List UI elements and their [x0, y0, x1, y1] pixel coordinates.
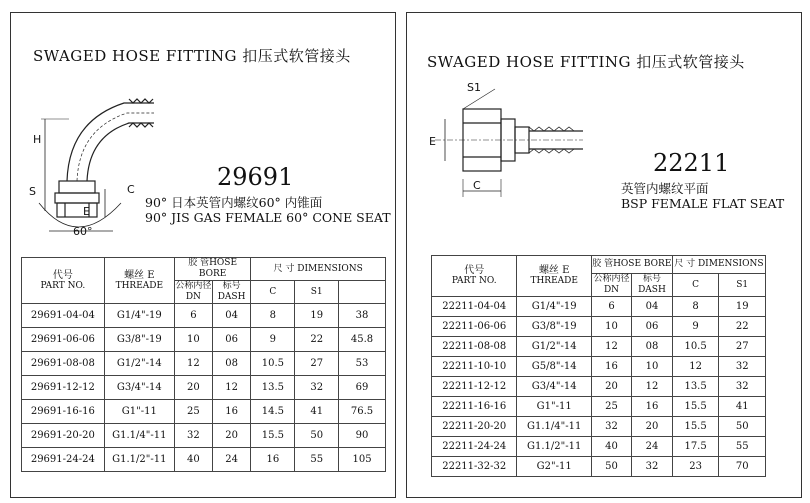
table-row — [432, 337, 766, 357]
cell-dash: 20 — [632, 417, 673, 437]
cell-s1: 32 — [719, 377, 766, 397]
cell-dn: 6 — [174, 304, 212, 328]
dim-label-s1: S1 — [467, 81, 481, 94]
cell-c: 23 — [672, 457, 719, 477]
right-desc-cn: 英管内螺纹平面 — [621, 181, 709, 196]
header-dimensions: 尺 寸 DIMENSIONS — [672, 256, 765, 274]
cell-s1: 22 — [719, 317, 766, 337]
cell-dash: 08 — [212, 352, 251, 376]
elbow-fitting-drawing — [29, 81, 159, 241]
cell-part-no: 22211-32-32 — [432, 457, 517, 477]
cell-dash: 12 — [212, 376, 251, 400]
cell-dash: 06 — [632, 317, 673, 337]
cell-thread: G1.1/4"-11 — [104, 424, 174, 448]
cell-thread: G3/4"-14 — [517, 377, 591, 397]
cell-s1: 32 — [719, 357, 766, 377]
cell-thread: G1.1/2"-11 — [517, 437, 591, 457]
cell-h: 76.5 — [339, 400, 386, 424]
cell-part-no: 29691-04-04 — [22, 304, 105, 328]
cell-dash: 04 — [212, 304, 251, 328]
cell-s1: 27 — [719, 337, 766, 357]
header-s1: S1 — [295, 281, 339, 304]
cell-s1: 32 — [295, 376, 339, 400]
cell-thread: G1/4"-19 — [104, 304, 174, 328]
header-hose-bore: 胶 管HOSE BORE — [591, 256, 672, 274]
right-desc-en: BSP FEMALE FLAT SEAT — [621, 196, 785, 211]
cell-thread: G5/8"-14 — [517, 357, 591, 377]
dim-label-angle: 60° — [73, 225, 93, 238]
cell-thread: G3/8"-19 — [517, 317, 591, 337]
header-dn: 公称内径 DN — [591, 274, 631, 297]
cell-part-no: 22211-20-20 — [432, 417, 517, 437]
cell-thread: G1/2"-14 — [104, 352, 174, 376]
cell-part-no: 22211-08-08 — [432, 337, 517, 357]
cell-s1: 27 — [295, 352, 339, 376]
cell-c: 9 — [672, 317, 719, 337]
cell-dash: 24 — [212, 448, 251, 472]
cell-thread: G3/8"-19 — [104, 328, 174, 352]
cell-dash: 16 — [212, 400, 251, 424]
cell-c: 15.5 — [251, 424, 295, 448]
left-panel — [10, 12, 396, 498]
table-row — [432, 297, 766, 317]
right-title: SWAGED HOSE FITTING 扣压式软管接头 — [427, 53, 745, 71]
cell-part-no: 29691-24-24 — [22, 448, 105, 472]
cell-part-no: 22211-16-16 — [432, 397, 517, 417]
dim-label-e: E — [429, 135, 436, 148]
header-h — [339, 281, 386, 304]
header-s1: S1 — [719, 274, 766, 297]
header-thread: 螺丝 E THREADE — [517, 256, 591, 297]
header-thread: 螺丝 E THREADE — [104, 258, 174, 304]
cell-c: 15.5 — [672, 417, 719, 437]
cell-h: 45.8 — [339, 328, 386, 352]
cell-dn: 10 — [591, 317, 631, 337]
cell-c: 10.5 — [251, 352, 295, 376]
cell-dn: 20 — [174, 376, 212, 400]
cell-dash: 20 — [212, 424, 251, 448]
cell-h: 53 — [339, 352, 386, 376]
header-hose-bore: 胶 管HOSE BORE — [174, 258, 250, 281]
cell-thread: G1"-11 — [517, 397, 591, 417]
cell-s1: 50 — [719, 417, 766, 437]
cell-thread: G1"-11 — [104, 400, 174, 424]
header-part-no: 代号 PART NO. — [22, 258, 105, 304]
right-part-number: 22211 — [653, 149, 730, 177]
cell-dn: 16 — [591, 357, 631, 377]
cell-dn: 12 — [174, 352, 212, 376]
cell-h: 90 — [339, 424, 386, 448]
cell-s1: 70 — [719, 457, 766, 477]
cell-s1: 50 — [295, 424, 339, 448]
cell-part-no: 22211-06-06 — [432, 317, 517, 337]
cell-s1: 41 — [719, 397, 766, 417]
cell-dn: 12 — [591, 337, 631, 357]
cell-part-no: 29691-08-08 — [22, 352, 105, 376]
cell-part-no: 29691-06-06 — [22, 328, 105, 352]
cell-dn: 25 — [174, 400, 212, 424]
table-row — [432, 317, 766, 337]
cell-c: 8 — [672, 297, 719, 317]
cell-dn: 32 — [174, 424, 212, 448]
table-row — [432, 377, 766, 397]
cell-s1: 41 — [295, 400, 339, 424]
cell-dn: 25 — [591, 397, 631, 417]
cell-h: 69 — [339, 376, 386, 400]
header-dash: 标号 DASH — [632, 274, 673, 297]
table-row — [22, 352, 386, 376]
cell-dash: 12 — [632, 377, 673, 397]
cell-thread: G1.1/2"-11 — [104, 448, 174, 472]
left-part-number: 29691 — [217, 163, 294, 191]
cell-dash: 08 — [632, 337, 673, 357]
left-desc-en: 90° JIS GAS FEMALE 60° CONE SEAT — [145, 210, 391, 225]
cell-thread: G2"-11 — [517, 457, 591, 477]
cell-dn: 20 — [591, 377, 631, 397]
cell-dash: 10 — [632, 357, 673, 377]
table-row — [22, 448, 386, 472]
dim-label-c: C — [127, 183, 135, 196]
cell-thread: G3/4"-14 — [104, 376, 174, 400]
cell-c: 9 — [251, 328, 295, 352]
cell-dn: 32 — [591, 417, 631, 437]
cell-s1: 22 — [295, 328, 339, 352]
cell-part-no: 29691-20-20 — [22, 424, 105, 448]
left-spec-table — [21, 257, 386, 472]
cell-dn: 10 — [174, 328, 212, 352]
table-row — [22, 304, 386, 328]
right-spec-table — [431, 255, 766, 477]
table-row — [22, 424, 386, 448]
cell-part-no: 22211-04-04 — [432, 297, 517, 317]
table-row — [22, 328, 386, 352]
cell-c: 12 — [672, 357, 719, 377]
table-row — [432, 397, 766, 417]
header-c: C — [672, 274, 719, 297]
cell-thread: G1.1/4"-11 — [517, 417, 591, 437]
table-row — [432, 417, 766, 437]
cell-dash: 04 — [632, 297, 673, 317]
cell-dn: 40 — [591, 437, 631, 457]
table-row — [432, 457, 766, 477]
cell-c: 8 — [251, 304, 295, 328]
cell-c: 16 — [251, 448, 295, 472]
cell-dash: 06 — [212, 328, 251, 352]
cell-part-no: 22211-10-10 — [432, 357, 517, 377]
header-dash: 标号 DASH — [212, 281, 251, 304]
header-part-no: 代号 PART NO. — [432, 256, 517, 297]
cell-s1: 55 — [295, 448, 339, 472]
cell-dn: 6 — [591, 297, 631, 317]
right-panel — [406, 12, 802, 498]
cell-c: 17.5 — [672, 437, 719, 457]
cell-c: 10.5 — [672, 337, 719, 357]
cell-dash: 24 — [632, 437, 673, 457]
cell-dash: 16 — [632, 397, 673, 417]
cell-h: 105 — [339, 448, 386, 472]
cell-c: 15.5 — [672, 397, 719, 417]
straight-fitting-drawing — [425, 79, 585, 201]
cell-part-no: 22211-24-24 — [432, 437, 517, 457]
cell-part-no: 29691-12-12 — [22, 376, 105, 400]
cell-thread: G1/2"-14 — [517, 337, 591, 357]
cell-c: 13.5 — [251, 376, 295, 400]
left-desc-cn: 90° 日本英管内螺纹60° 内锥面 — [145, 195, 323, 210]
cell-dn: 40 — [174, 448, 212, 472]
dim-label-e: E — [83, 205, 90, 218]
table-row — [22, 376, 386, 400]
header-dimensions: 尺 寸 DIMENSIONS — [251, 258, 386, 281]
cell-c: 13.5 — [672, 377, 719, 397]
cell-part-no: 29691-16-16 — [22, 400, 105, 424]
cell-s1: 19 — [719, 297, 766, 317]
table-row — [432, 357, 766, 377]
left-title: SWAGED HOSE FITTING 扣压式软管接头 — [33, 47, 351, 65]
header-c: C — [251, 281, 295, 304]
dim-label-s: S — [29, 185, 36, 198]
cell-s1: 55 — [719, 437, 766, 457]
header-dn: 公称内径 DN — [175, 281, 212, 302]
cell-thread: G1/4"-19 — [517, 297, 591, 317]
dim-label-c: C — [473, 179, 481, 192]
cell-h: 38 — [339, 304, 386, 328]
cell-part-no: 22211-12-12 — [432, 377, 517, 397]
cell-dash: 32 — [632, 457, 673, 477]
cell-c: 14.5 — [251, 400, 295, 424]
table-row — [432, 437, 766, 457]
cell-dn: 50 — [591, 457, 631, 477]
table-row — [22, 400, 386, 424]
cell-s1: 19 — [295, 304, 339, 328]
dim-label-h: H — [33, 133, 42, 146]
